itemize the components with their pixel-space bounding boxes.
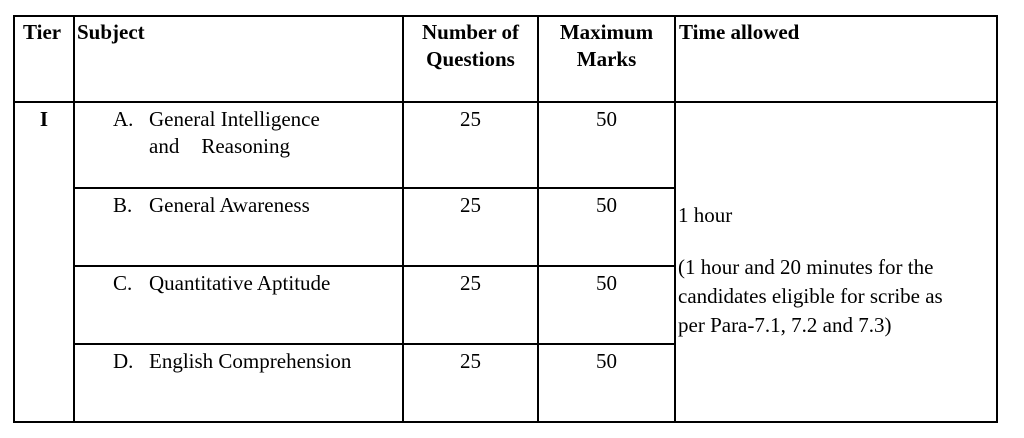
marks-cell: 50 bbox=[538, 188, 675, 266]
subject-name: Quantitative Aptitude bbox=[149, 271, 331, 295]
subject-letter: B. bbox=[113, 193, 133, 217]
header-time: Time allowed bbox=[675, 16, 997, 102]
marks-cell: 50 bbox=[538, 266, 675, 344]
subject-cell bbox=[74, 188, 403, 266]
header-marks-line2: Marks bbox=[576, 47, 637, 71]
header-subject: Subject bbox=[74, 16, 403, 102]
subject-cell bbox=[74, 266, 403, 344]
marks-cell: 50 bbox=[538, 344, 675, 422]
exam-scheme-table bbox=[13, 15, 998, 423]
time-allowed-cell bbox=[675, 102, 997, 422]
header-questions bbox=[403, 16, 538, 102]
subject-cell bbox=[74, 102, 403, 188]
subject-name: General Awareness bbox=[149, 193, 310, 217]
time-allowed-main: 1 hour bbox=[678, 203, 733, 227]
subject-cell bbox=[74, 344, 403, 422]
questions-cell: 25 bbox=[403, 188, 538, 266]
subject-letter: D. bbox=[113, 349, 134, 373]
subject-letter: C. bbox=[113, 271, 133, 295]
time-allowed-note-1: (1 hour and 20 minutes for the bbox=[678, 255, 934, 279]
time-allowed-note-2: candidates eligible for scribe as bbox=[678, 284, 943, 308]
questions-cell: 25 bbox=[403, 266, 538, 344]
subject-name: General Intelligence bbox=[149, 107, 320, 131]
marks-cell: 50 bbox=[538, 102, 675, 188]
subject-name: English Comprehension bbox=[149, 349, 352, 373]
header-row bbox=[14, 16, 997, 102]
header-tier: Tier bbox=[14, 16, 74, 102]
table-row bbox=[14, 102, 997, 188]
header-questions-line1: Number of bbox=[421, 20, 520, 44]
subject-name-cont-b: Reasoning bbox=[201, 134, 290, 158]
tier-cell: I bbox=[14, 102, 74, 422]
subject-letter: A. bbox=[113, 107, 134, 131]
header-questions-line2: Questions bbox=[426, 47, 515, 71]
subject-name-cont-a: and bbox=[149, 134, 180, 158]
questions-cell: 25 bbox=[403, 344, 538, 422]
questions-cell: 25 bbox=[403, 102, 538, 188]
time-allowed-note-3: per Para-7.1, 7.2 and 7.3) bbox=[678, 313, 892, 337]
header-marks bbox=[538, 16, 675, 102]
header-marks-line1: Maximum bbox=[559, 20, 654, 44]
